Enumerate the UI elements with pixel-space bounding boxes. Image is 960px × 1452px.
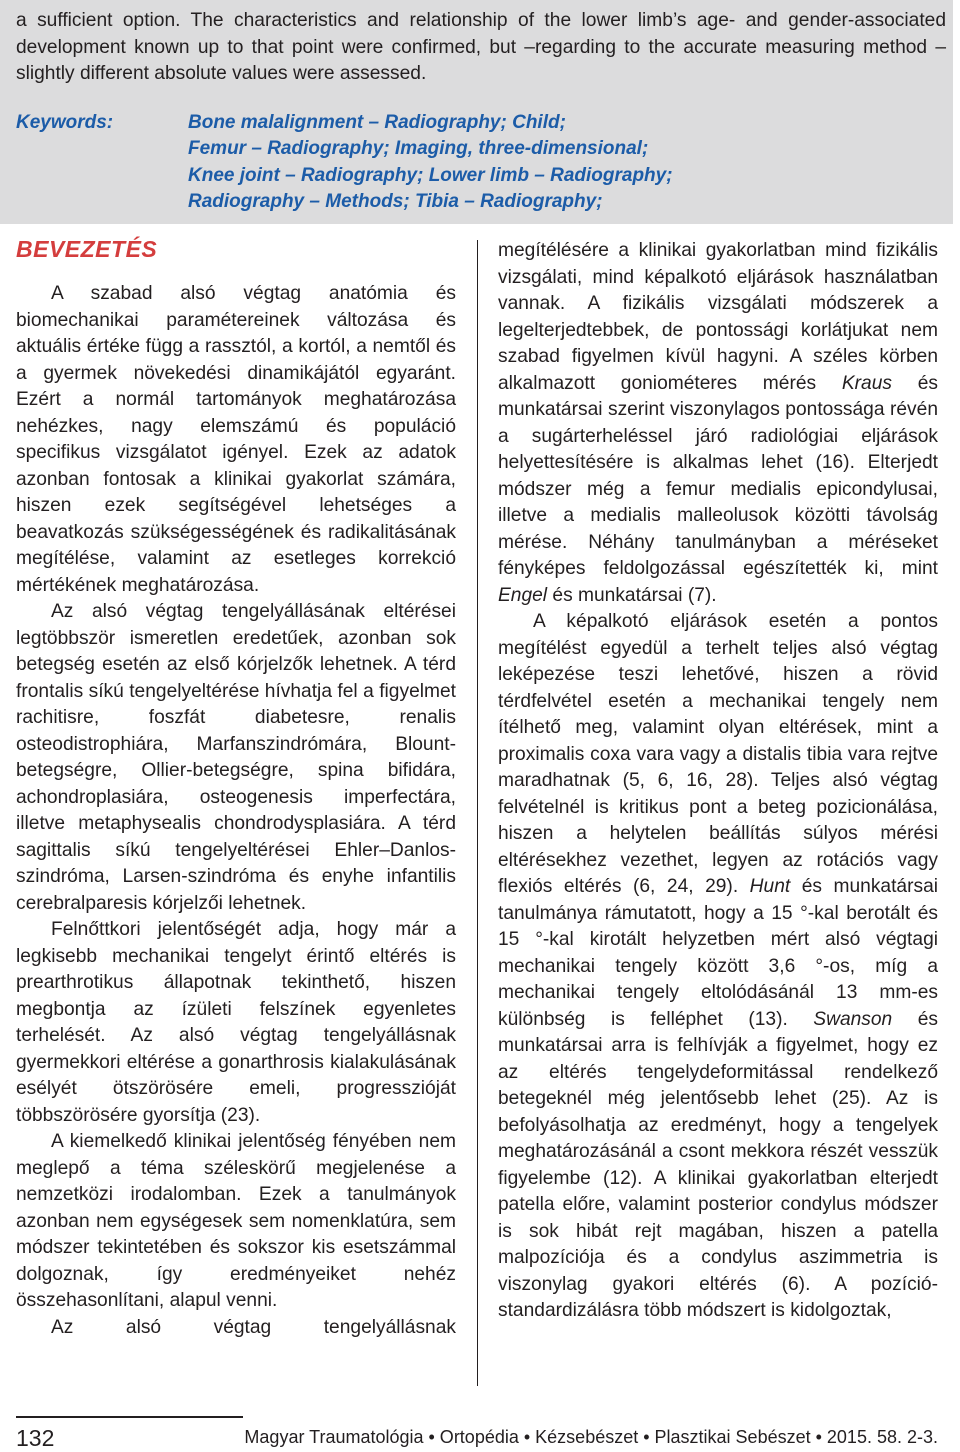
author-name: Swanson (813, 1008, 893, 1030)
author-name: Kraus (841, 372, 892, 394)
body-paragraph (498, 238, 938, 609)
body-paragraph (498, 609, 938, 1325)
abstract-text: a sufficient option. The characteristics and relationship of the lower limb’s age- and gender-associated development known up to that point were confirmed, but –regarding to the accurate measuring method – slightly different absolute values were assessed. (16, 10, 946, 84)
keywords-line: Radiography – Methods; Tibia – Radiography; (188, 190, 603, 212)
body-paragraph: Az alsó végtag tengelyállásnak (51, 1316, 456, 1338)
right-column (498, 238, 938, 1325)
keywords-line: Knee joint – Radiography; Lower limb – Radiography; (188, 164, 673, 186)
keywords-label: Keywords: (16, 112, 114, 133)
page-number: 132 (16, 1425, 55, 1451)
text-run: és munkatársai tanulmánya rámutatott, hogy a 15 °-kal berotált és 15 °-kal kirotált helyzetben mért alsó végtagi mechanikai tengely között 3,6 °-os, míg a mechanikai tengely eltolódásánál 13 mm-es különbség is felléphet (13). (498, 876, 939, 1030)
keywords-line: Femur – Radiography; Imaging, three-dimensional; (188, 138, 649, 160)
body-paragraph: Az alsó végtag tengelyállásának eltérései legtöbbször ismeretlen eredetűek, azonban sok betegség esetén az első kórjelzők lehetnek. A térd frontalis síkú tengelyeltérése hívhatja fel a figyelmet rachitisre, foszfát diabetesre, renalis osteodistrophiára, Marfanszindrómára, Blount-betegségre, Ollier-betegségre, spina bifidára, achondroplasiára, osteogenesis imperfectára, illetve metaphysealis chondrodysplasiára. A térd sagittalis síkú tengelyeltérései Ehler–Danlos-szindróma, Larsen-szindróma és enyhe infantilis cerebralparesis kórjelzői lehetnek. (16, 601, 456, 914)
text-run: és munkatársai szerint viszonylagos pontossága révén a sugárterheléssel járó radiológiai eljárások helyettesítésére is alkalmas lehet (16). Elterjedt módszer még a femur medialis epicondylusai, illetve a medialis malleolusok közötti távolság mérése. Néhány tanulmányban a méréseket fényképes feldolgozással egészítették ki, mint (498, 372, 938, 579)
text-run: és munkatársai arra is felhívják a figyelmet, hogy ez az eltérés tengelydeformitással rendelkező betegeknél még jelentősebb lehet (25). Az is befolyásolhatja az eredményt, hogy a tengelyek meghatározásánál a csont mekkora részét vesszük figyelembe (12). A klinikai gyakorlatban elterjedt patella előre, valamint posterior condylus módszer is sok hibát rejt magában, hiszen a patella malpozíciója és a condylus aszimmetria is viszonylag gyakori eltérés (6). A pozíció-standardizálásra több módszert is kidolgoztak, (498, 1008, 938, 1321)
text-run: A képalkotó eljárások esetén a pontos megítélést egyedül a terhelt teljes alsó végtag leképezése teszi lehetővé, hiszen a rövid térdfelvétel esetén a mechanikai tengely nem ítélhető meg, valamint olyan eltérések, mint a proximalis coxa vara vagy a distalis tibia vara rejtve maradhatnak (5, 6, 16, 28). Teljes alsó végtag felvételnél is kritikus pont a beteg pozicionálása, hiszen a helytelen beállítás súlyos mérési eltérésekhez vezethet, legyen az rotációs vagy flexiós eltérés (6, 24, 29). (498, 611, 938, 897)
keywords-line: Bone malalignment – Radiography; Child; (188, 112, 566, 133)
section-title: BEVEZETÉS (16, 236, 158, 262)
journal-footer: Magyar Traumatológia • Ortopédia • Kézsebészet • Plasztikai Sebészet • 2015. 58. 2-3. (244, 1427, 938, 1447)
body-paragraph: Felnőttkori jelentőségét adja, hogy már a legkisebb mechanikai tengelyt érintő eltérés is prearthrotikus állapotnak tekinthető, hiszen megbontja az ízületi felszínek egyenletes terhelését. Az alsó végtag tengelyállásnak gyermekkori eltérése a gonarthrosis kialakulásának esélyét ötszörösére emeli, progresszióját többszörösére gyorsítja (23). (16, 919, 456, 1126)
abstract-box (0, 0, 953, 224)
author-name: Hunt (749, 876, 791, 897)
text-run: megítélésére a klinikai gyakorlatban mind fizikális vizsgálati, mind képalkotó eljárások használatban vannak. A fizikális vizsgálati módszerek a legelterjedtebbek, de pontossági korlátjukat nem szabad figyelmen kívül hagyni. A széles körben alkalmazott goniométeres mérés (498, 240, 938, 394)
text-run: és munkatársai (7). (547, 584, 717, 606)
body-paragraph: A szabad alsó végtag anatómia és biomechanikai paramétereinek változása és aktuális értéke függ a rassztól, a kortól, a nemtől és a gyermek növekedési dinamikájától egyaránt. Ezért a normál tartományok meghatározása nehézkes, nagy elemszámú és populáció specifikus vizsgálatot igényel. Ezek az adatok azonban fontosak a klinikai gyakorlat számára, hiszen ezek segítségével lehetséges a beavatkozás szükségességének és radikalitásának megítélése, valamint az esetleges korrekció mértékének meghatározása. (16, 283, 456, 596)
body-paragraph: A kiemelkedő klinikai jelentőség fényében nem meglepő a téma széleskörű megjelenése a nemzetközi irodalomban. Ezek a tanulmányok azonban nem egységesek sem nomenklatúra, sem módszer tekintetében és sokszor kis esetszámmal dolgoznak, így eredményeiket nehéz összehasonlítani, alapul venni. (16, 1131, 456, 1311)
left-column (16, 281, 456, 1341)
author-name: Engel (498, 584, 548, 606)
keywords-list (188, 110, 673, 215)
column-divider (477, 240, 478, 1386)
footer-rule (16, 1416, 243, 1418)
